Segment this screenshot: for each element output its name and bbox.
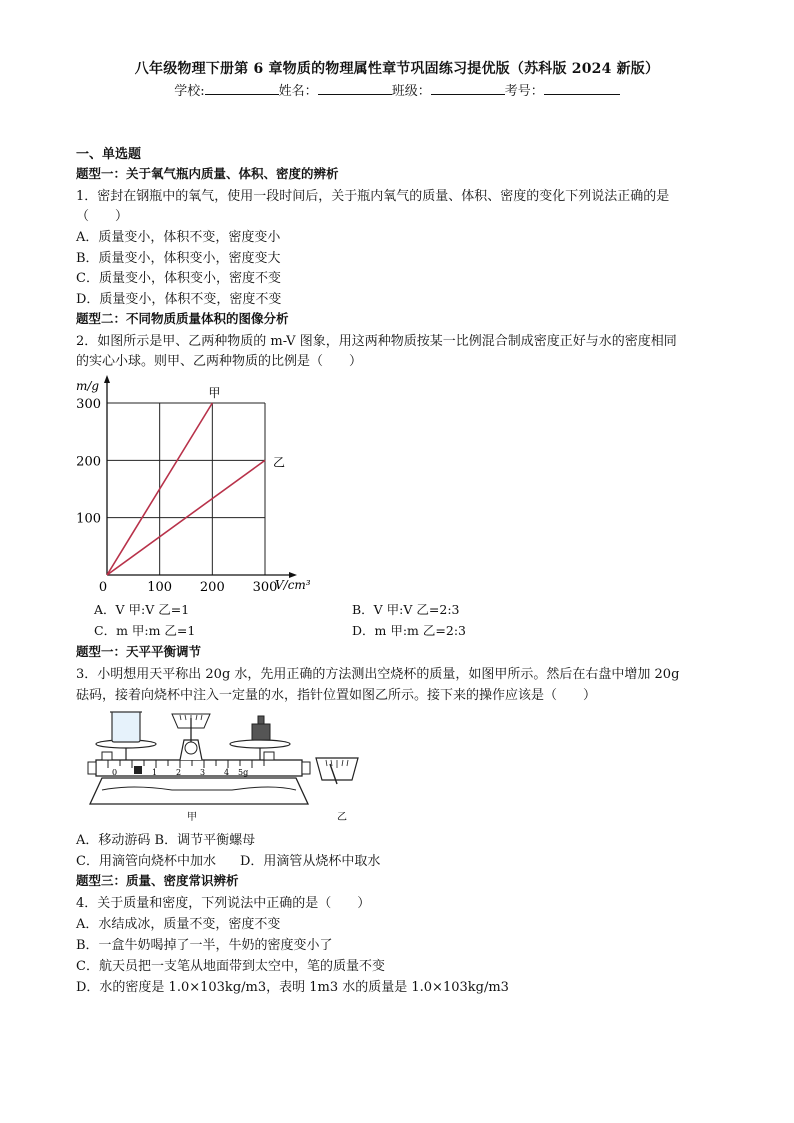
rider-weight[interactable]	[134, 766, 142, 774]
type-heading-1: 题型一：关于氧气瓶内质量、体积、密度的辨析	[76, 166, 339, 181]
weight-block	[252, 724, 270, 740]
balance-beam	[96, 760, 302, 776]
q1-option-a[interactable]: A．质量变小，体积不变，密度变小	[76, 230, 281, 245]
id-blank[interactable]	[544, 82, 620, 95]
right-pan	[230, 740, 290, 748]
q3-stem-1: 3．小明想用天平称出 20g 水，先用正确的方法测出空烧杯的质量，如图甲所示。然后在右盘中增加 20g	[76, 667, 680, 682]
chart-layer	[76, 375, 311, 595]
label-yi: 乙	[337, 812, 347, 823]
q2-option-c[interactable]: C．m 甲:m 乙=1	[94, 623, 196, 638]
balance-base	[90, 778, 308, 804]
school-label: 学校:	[174, 84, 205, 99]
type-heading-2: 题型二：不同物质质量体积的图像分析	[76, 311, 289, 326]
page-title: 八年级物理下册第 6 章物质的物理属性章节巩固练习提优版（苏科版 2024 新版）	[134, 61, 660, 77]
balance-base-inner	[102, 787, 296, 790]
q3-option-d[interactable]: D．用滴管从烧杯中取水	[240, 854, 381, 869]
scale-num-1: 1	[152, 768, 158, 777]
q1-stem-2: （ ）	[76, 209, 129, 224]
y-tick-label-100: 100	[76, 511, 101, 527]
q1-option-b[interactable]: B．质量变小，体积变小，密度变大	[76, 251, 281, 266]
weight-knob	[258, 716, 264, 724]
scale-num-5: 5g	[238, 768, 249, 777]
beaker	[112, 712, 140, 742]
id-label: 考号：	[504, 84, 544, 99]
q3-stem-2: 砝码，接着向烧杯中注入一定量的水，指针位置如图乙所示。接下来的操作应该是（ ）	[76, 688, 597, 703]
mv-chart	[72, 372, 332, 600]
y-axis-arrow	[104, 375, 110, 383]
x-axis-label: V/cm³	[275, 578, 311, 592]
q4-option-b[interactable]: B．一盒牛奶喝掉了一半，牛奶的密度变小了	[76, 938, 333, 953]
school-blank[interactable]	[205, 82, 279, 95]
series-label-jia: 甲	[208, 386, 221, 400]
scale-num-2: 2	[176, 768, 182, 777]
scale-num-4: 4	[224, 768, 230, 777]
q2-stem-1: 2．如图所示是甲、乙两种物质的 m-V 图象，用这两种物质按某一比例混合制成密度正好与水的密度相同	[76, 334, 677, 349]
x-tick-label-100: 100	[147, 580, 173, 595]
origin-label: 0	[98, 580, 108, 595]
y-axis-label: m/g	[76, 379, 100, 393]
q1-stem-1: 1．密封在钢瓶中的氧气，使用一段时间后，关于瓶内氧气的质量、体积、密度的变化下列说法正确的是	[76, 189, 670, 204]
q3-option-ab[interactable]: A．移动游码 B．调节平衡螺母	[76, 833, 256, 848]
q2-stem-2: 的实心小球。则甲、乙两种物质的比例是（ ）	[76, 354, 363, 369]
scale-num-0: 0	[112, 768, 118, 777]
type-heading-3: 题型一：天平平衡调节	[76, 644, 202, 659]
right-nut-cap	[264, 752, 274, 760]
y-tick-label-200: 200	[76, 454, 101, 470]
section-heading: 一、单选题	[76, 147, 142, 162]
q2-option-d[interactable]: D．m 甲:m 乙=2:3	[352, 623, 466, 638]
y-tick-label-300: 300	[76, 397, 101, 412]
pivot	[185, 742, 197, 754]
q4-stem: 4．关于质量和密度，下列说法中正确的是（ ）	[76, 896, 371, 911]
q4-option-d[interactable]: D．水的密度是 1.0×103kg/m3，表明 1m3 水的质量是 1.0×103kg/m3	[76, 980, 509, 995]
name-label: 姓名：	[278, 84, 318, 99]
q4-option-a[interactable]: A．水结成冰，质量不变，密度不变	[76, 917, 281, 932]
left-nut[interactable]	[88, 762, 96, 774]
x-tick-label-300: 300	[252, 580, 278, 595]
student-info-row	[0, 80, 794, 99]
q4-option-c[interactable]: C．航天员把一支笔从地面带到太空中，笔的质量不变	[76, 959, 385, 974]
balance-figure	[72, 704, 372, 828]
q3-option-c[interactable]: C．用滴管向烧杯中加水	[76, 854, 216, 869]
q2-option-a[interactable]: A．V 甲:V 乙=1	[94, 602, 190, 617]
q1-option-d[interactable]: D．质量变小，体积不变，密度不变	[76, 292, 282, 307]
q2-option-b[interactable]: B．V 甲:V 乙=2:3	[352, 602, 460, 617]
label-jia: 甲	[187, 812, 197, 823]
series-label-yi: 乙	[273, 455, 286, 470]
x-tick-label-200: 200	[199, 580, 225, 595]
name-blank[interactable]	[318, 82, 392, 95]
left-nut-cap	[102, 752, 112, 760]
class-blank[interactable]	[431, 82, 505, 95]
q1-option-c[interactable]: C．质量变小，体积变小，密度不变	[76, 271, 281, 286]
class-label: 班级：	[391, 84, 431, 99]
scale-num-3: 3	[200, 768, 206, 777]
type-heading-4: 题型三：质量、密度常识辨析	[76, 873, 239, 888]
right-nut[interactable]	[302, 762, 310, 774]
